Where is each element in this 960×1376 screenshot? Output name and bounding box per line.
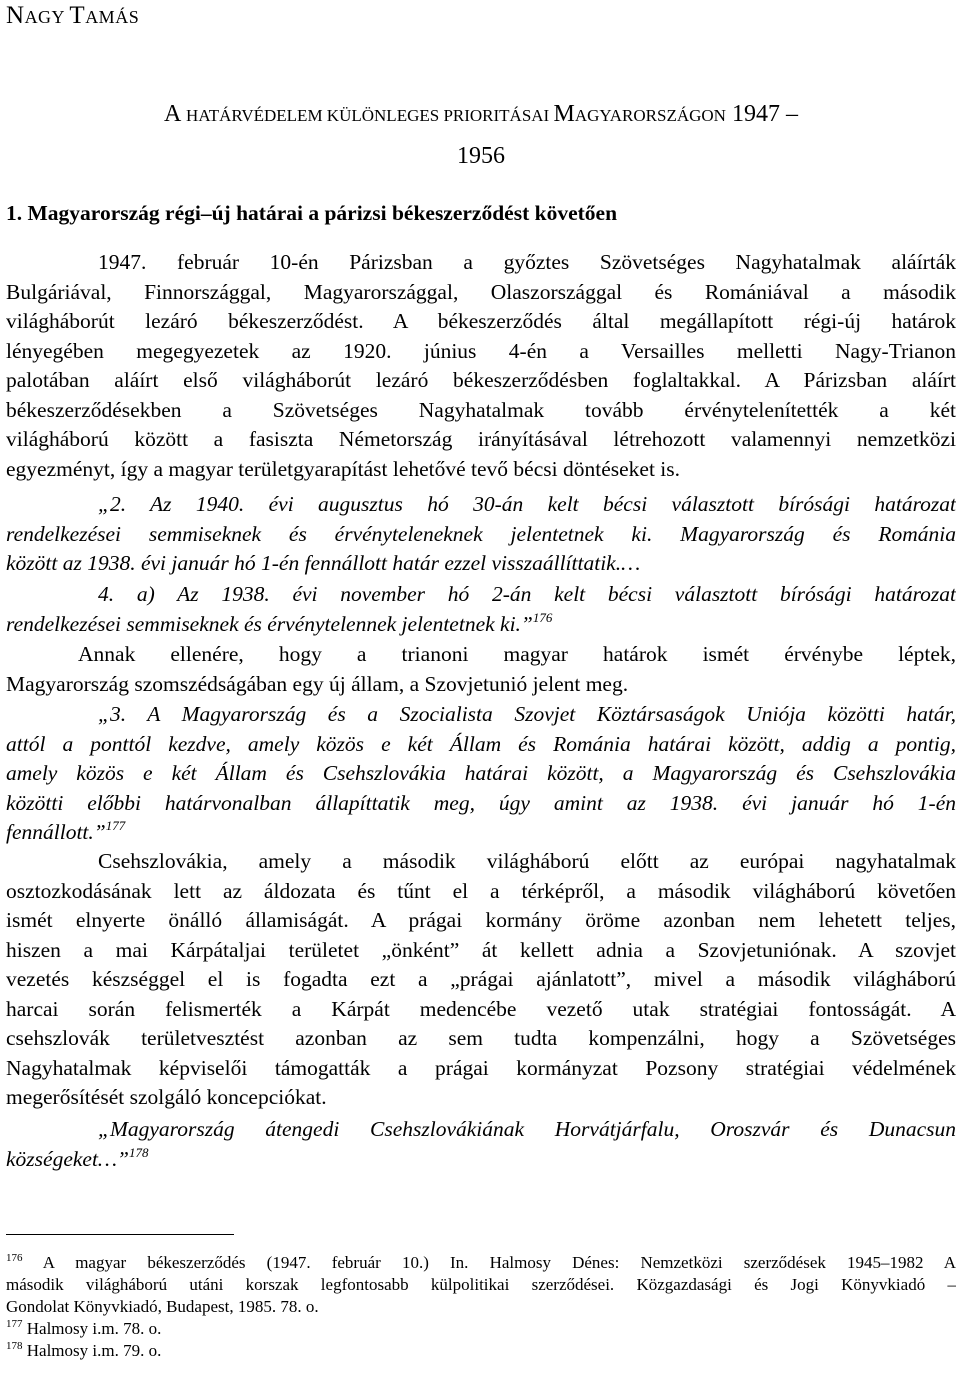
text-line: rendelkezései semmiseknek és érvényteleneknek jelentetnek ki. Magyarország és Románia [6, 521, 956, 546]
text-line: 1947. február 10-én Párizsban a győztes Szövetséges Nagyhatalmak aláírták [98, 250, 956, 274]
paragraph-3 [6, 847, 956, 1113]
author-name: NAGY TAMÁS [6, 2, 140, 29]
section-heading: 1. Magyarország régi–új határai a párizsi békeszerződést követően [6, 201, 618, 225]
text-line: rendelkezései semmiseknek és érvénytelennek jelentetnek ki.”$^{176}$ [6, 609, 553, 636]
footnote-text-line: második világháború utáni korszak legfontosabb külpolitikai szerződései. Közgazdasági és Jogi Könyvkiadó – [6, 1275, 956, 1294]
text-line: 4. a) Az 1938. évi november hó 2-án kelt bécsi választott bírósági határozat [98, 582, 956, 606]
text-line: harcai során felismerték a Kárpát medencébe vezető utak stratégiai fontosságát. A [6, 996, 956, 1021]
footnotes [6, 1252, 956, 1362]
footnote-number: 176 [6, 1252, 23, 1264]
text-line: Csehszlovákia, amely a második világháború előtt az európai nagyhatalmak [98, 849, 956, 873]
footnote-ref-176: 176 [532, 609, 553, 625]
quote-2 [6, 580, 956, 639]
footnote-number: 178 [6, 1340, 23, 1352]
text-line: községeket…”$^{178}$ [6, 1144, 149, 1171]
text-line: osztozkodásának lett az áldozata és tűnt el a térképről, a második világháború követően [6, 878, 956, 903]
document-title [6, 94, 956, 176]
text-line: csehszlovák területvesztést azonban az sem tudta kompenzálni, hogy a Szövetséges [6, 1026, 956, 1050]
text-line: Bulgáriával, Finnországgal, Magyarországgal, Olaszországgal és Romániával a második [6, 279, 956, 304]
footnote-text-line: Gondolat Könyvkiadó, Budapest, 1985. 78. o. [6, 1297, 319, 1316]
paragraph-1 [6, 248, 956, 484]
footnote-177: $^{177}$ Halmosy i.m. 78. o. [6, 1318, 162, 1338]
footnote-number: 177 [6, 1318, 23, 1330]
text-line: világháború között a fasiszta Németország irányításával létrehozott valamennyi nemzetközi [6, 427, 956, 451]
text-line: Magyarország szomszédságában egy új állam, a Szovjetunió jelent meg. [6, 671, 629, 696]
text-line: lényegében megegyezetek az 1920. június 4-én a Versailles melletti Nagy-Trianon [6, 338, 956, 363]
text-line: között az 1938. évi január hó 1-én fennállott határ ezzel visszaállíttatik.… [6, 551, 641, 575]
title-line-1: A HATÁRVÉDELEM KÜLÖNLEGES PRIORITÁSAI MAGYARORSZÁGON 1947 – [164, 101, 798, 127]
text-line: közötti előbbi határvonalban állapíttatik meg, úgy amint az 1938. évi január hó 1-én [6, 790, 956, 815]
footnote-ref-177: 177 [105, 818, 126, 833]
text-line: Annak ellenére, hogy a trianoni magyar határok ismét érvénybe léptek, [78, 642, 956, 666]
text-line: „3. A Magyarország és a Szocialista Szovjet Köztársaságok Uniója közötti határ, [98, 702, 956, 726]
text-line: attól a ponttól kezdve, amely közös e két Állam és Románia határai között, addig a pontig, [6, 731, 956, 756]
footnote-178: $^{178}$ Halmosy i.m. 79. o. [6, 1340, 162, 1360]
quote-3 [6, 700, 956, 848]
text-line: amely közös e két Állam és Csehszlovákia határai között, a Magyarország és Csehszlovákia [6, 761, 956, 785]
text-line: hiszen a mai Kárpátaljai területet „önként” át kellett adnia a Szovjetuniónak. A szovjet [6, 937, 956, 962]
text-line: egyezményt, így a magyar területgyarapítást lehetővé tevő bécsi döntéseket is. [6, 456, 681, 481]
footnote-176: $^{176}$ A magyar békeszerződés (1947. február 10.) In. Halmosy Dénes: Nemzetközi szerződések 1945–1982 A [6, 1252, 956, 1272]
quote-4 [6, 1115, 956, 1174]
text-line: megerősítését szolgáló koncepciókat. [6, 1085, 327, 1109]
text-line: ismét elnyerte önálló államiságát. A prágai kormány öröme azonban nem lehetett teljes, [6, 908, 956, 932]
text-line: vezetés készséggel el is fogadta ezt a „prágai ajánlatott”, mivel a második világháború [6, 967, 956, 991]
text-line: „Magyarország átengedi Csehszlovákiának Horvátjárfalu, Oroszvár és Dunacsun [98, 1117, 956, 1141]
footnote-ref-178: 178 [129, 1144, 149, 1160]
text-line: Nagyhatalmak képviselői támogatták a prágai kormányzat Pozsony stratégiai védelmének [6, 1055, 956, 1080]
title-line-2: 1956 [457, 143, 505, 169]
quote-1 [6, 490, 956, 579]
text-line: világháborút lezáró békeszerződést. A békeszerződés által megállapított régi-új határok [6, 309, 956, 333]
paragraph-2 [6, 640, 956, 699]
text-line: „2. Az 1940. évi augusztus hó 30-án kelt bécsi választott bírósági határozat [98, 492, 956, 516]
text-line: békeszerződésekben a Szövetséges Nagyhatalmak tovább érvénytelenítették a két [6, 397, 956, 422]
footnote-separator [6, 1234, 234, 1235]
text-line: fennállott.”$^{177}$ [6, 818, 126, 844]
text-line: palotában aláírt első világháborút lezáró békeszerződésben foglaltakkal. A Párizsban aláírt [6, 368, 956, 392]
